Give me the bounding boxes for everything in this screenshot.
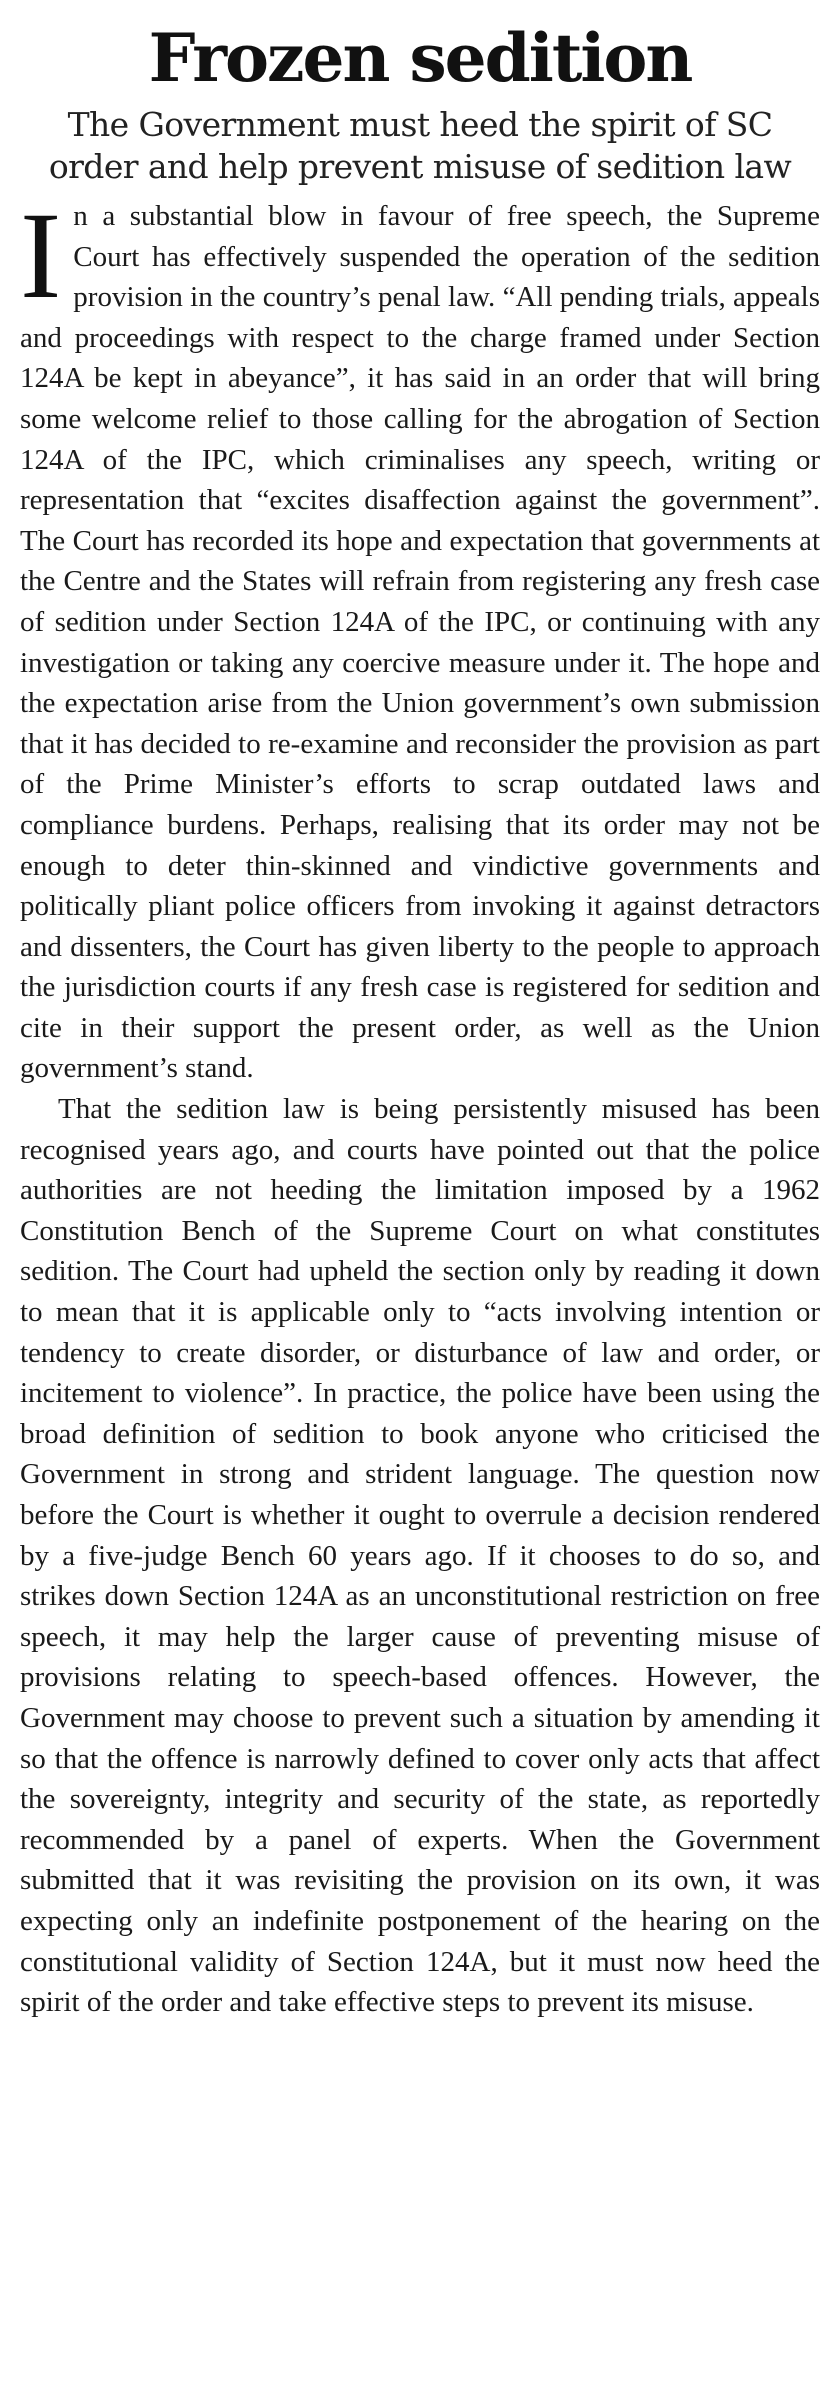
- standfirst: The Government must heed the spirit of SC order and help prevent misuse of sedition law: [48, 105, 792, 186]
- editorial-article: [20, 0, 820, 2023]
- body-paragraph-1: In a substantial blow in favour of free speech, the Supreme Court has effectively suspended the operation of the sedition provision in the country’s penal law. “All pending trials, appeals and proceedings with respect to the charge framed under Section 124A be kept in abeyance”, it has said in an order that will bring some welcome relief to those calling for the abrogation of Section 124A of the IPC, which criminalises any speech, writing or representation that “excites disaffection against the government”. The Court has recorded its hope and expectation that governments at the Centre and the States will refrain from registering any fresh case of sedition under Section 124A of the IPC, or continuing with any investigation or taking any coercive measure under it. The hope and the expectation arise from the Union government’s own submission that it has decided to re-examine and reconsider the provision as part of the Prime Minister’s efforts to scrap outdated laws and compliance burdens. Perhaps, realising that its order may not be enough to deter thin-skinned and vindictive governments and politically pliant police officers from invoking it against detractors and dissenters, the Court has given liberty to the people to approach the jurisdiction courts if any fresh case is registered for sedition and cite in their support the present order, as well as the Union government’s stand.: [20, 187, 820, 1085]
- body-paragraph-2: That the sedition law is being persistently misused has been recognised years ago, and courts have pointed out that the police authorities are not heeding the limitation imposed by a 1962 Constitution Bench of the Supreme Court on what constitutes sedition. The Court had upheld the section only by reading it down to mean that it is applicable only to “acts involving intention or tendency to create disorder, or disturbance of law and order, or incitement to violence”. In practice, the police have been using the broad definition of sedition to book anyone who criticised the Government in strong and strident language. The question now before the Court is whether it ought to overrule a decision rendered by a five-judge Bench 60 years ago. If it chooses to do so, and strikes down Section 124A as an unconstitutional restriction on free speech, it may help the larger cause of preventing misuse of provisions relating to speech-based offences. However, the Government may choose to prevent such a situation by amending it so that the offence is narrowly defined to cover only acts that affect the sovereignty, integrity and security of the state, as reportedly recommended by a panel of experts. When the Government submitted that it was revisiting the provision on its own, it was expecting only an indefinite postponement of the hearing on the constitutional validity of Section 124A, but it must now heed the spirit of the order and take effective steps to prevent its misuse.: [20, 1093, 820, 2019]
- headline: Frozen sedition: [148, 19, 692, 97]
